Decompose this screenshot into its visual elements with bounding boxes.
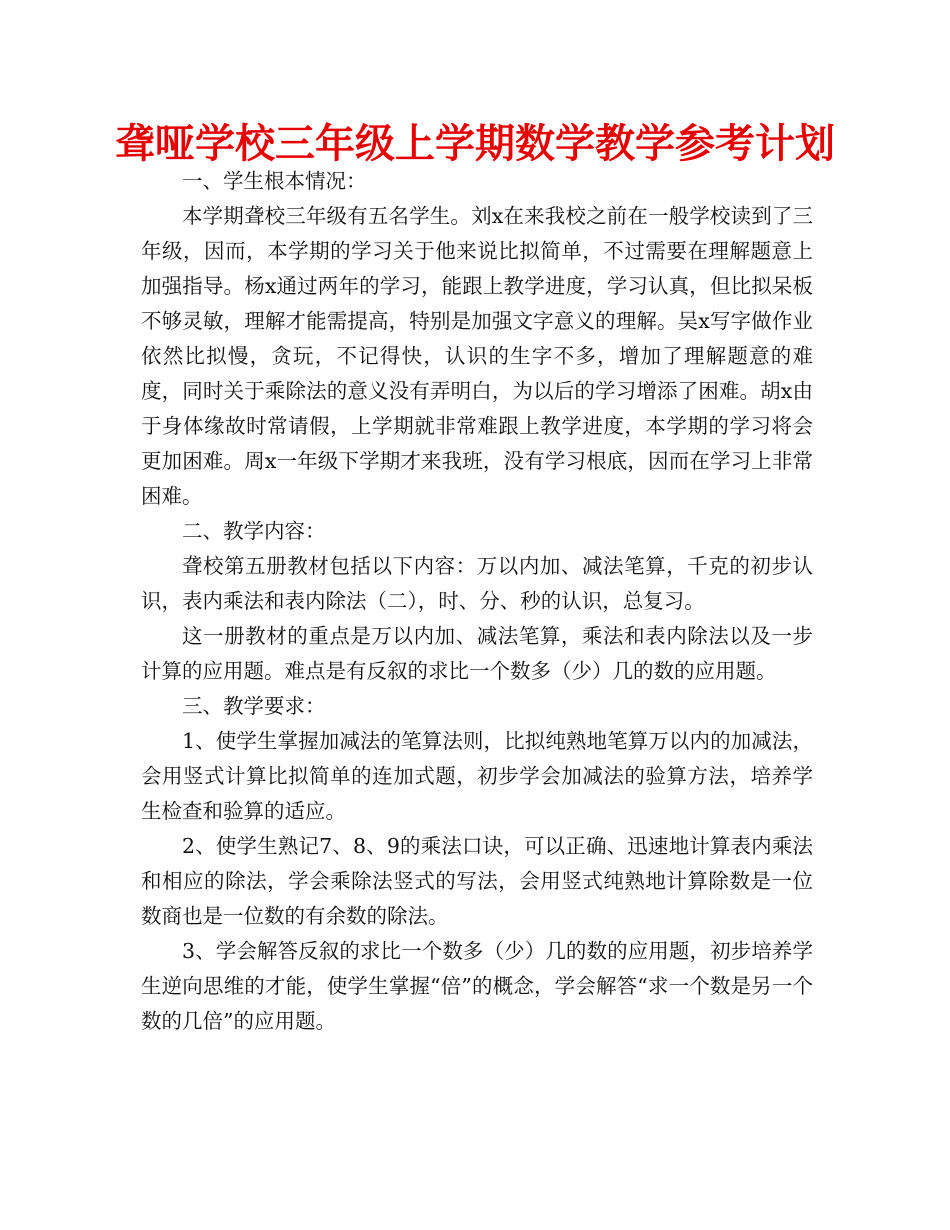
document-title: 聋哑学校三年级上学期数学教学参考计划 xyxy=(115,121,835,167)
requirement-item-1: 1、使学生掌握加减法的笔算法则，比拟纯熟地笔算万以内的加减法，会用竖式计算比拟简单的连加式题，初步学会加减法的验算方法，培养学生检查和验算的适应。 xyxy=(141,729,813,823)
section-heading-teaching-content: 二、教学内容： xyxy=(182,519,326,543)
section-heading-student-situation: 一、学生根本情况： xyxy=(182,169,367,193)
requirement-item-2: 2、使学生熟记7、8、9的乘法口诀，可以正确、迅速地计算表内乘法和相应的除法，学会乘除法竖式的写法，会用竖式纯熟地计算除数是一位数商也是一位数的有余数的除法。 xyxy=(141,834,813,928)
paragraph-key-points: 这一册教材的重点是万以内加、减法笔算，乘法和表内除法以及一步计算的应用题。难点是有反叙的求比一个数多（少）几的数的应用题。 xyxy=(141,624,813,683)
paragraph-student-details: 本学期聋校三年级有五名学生。刘x在来我校之前在一般学校读到了三年级，因而，本学期的学习关于他来说比拟简单，不过需要在理解题意上加强指导。杨x通过两年的学习，能跟上教学进度，学习认真，但比拟呆板不够灵敏，理解才能需提高，特别是加强文字意义的理解。吴x写字做作业依然比拟慢，贪玩，不记得快，认识的生字不多，增加了理解题意的难度，同时关于乘除法的意义没有弄明白，为以后的学习增添了困难。胡x由于身体缘故时常请假，上学期就非常难跟上教学进度，本学期的学习将会更加困难。周x一年级下学期才来我班，没有学习根底，因而在学习上非常困难。 xyxy=(141,204,813,508)
document-body xyxy=(141,164,813,1039)
paragraph-textbook-content: 聋校第五册教材包括以下内容：万以内加、减法笔算，千克的初步认识，表内乘法和表内除法（二），时、分、秒的认识，总复习。 xyxy=(141,554,813,613)
requirement-item-3: 3、学会解答反叙的求比一个数多（少）几的数的应用题，初步培养学生逆向思维的才能，使学生掌握“倍”的概念，学会解答“求一个数是另一个数的几倍”的应用题。 xyxy=(141,939,813,1033)
section-heading-teaching-requirements: 三、教学要求： xyxy=(182,694,326,718)
